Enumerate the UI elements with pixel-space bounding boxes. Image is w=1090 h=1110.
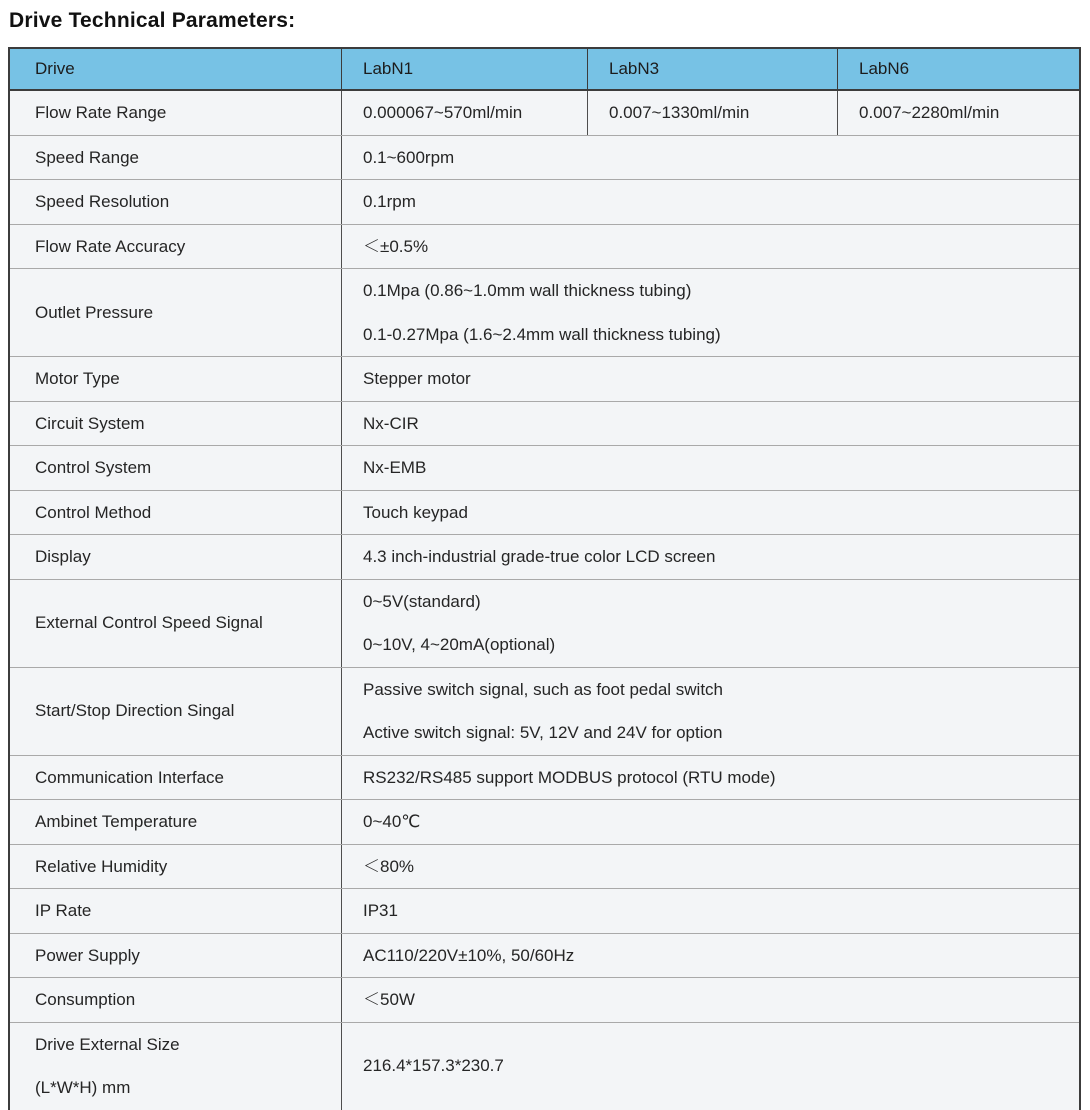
table-row-control-method (10, 490, 1079, 535)
header-cell-labn3: LabN3 (587, 49, 837, 89)
table-row-speed-range (10, 135, 1079, 180)
row-label: Speed Range (35, 147, 139, 167)
row-label: Flow Rate Range (35, 103, 167, 122)
header-cell-labn1: LabN1 (341, 49, 587, 89)
table-row-start-stop-direction-signal (10, 667, 1079, 755)
row-label: External Control Speed Signal (35, 613, 263, 633)
table-row-consumption (10, 977, 1079, 1022)
row-value: ＜±0.5% (341, 225, 1079, 269)
table-row-outlet-pressure (10, 268, 1079, 356)
row-value: 0~5V(standard) 0~10V, 4~20mA(optional) (341, 580, 1079, 667)
row-label: Consumption (35, 990, 136, 1009)
row-value: Touch keypad (341, 491, 1079, 535)
row-label: Flow Rate Accuracy (35, 236, 186, 256)
row-value: ＜50W (341, 978, 1079, 1022)
row-label: Motor Type (35, 369, 120, 388)
table-row-control-system (10, 445, 1079, 490)
table-row-communication-interface (10, 755, 1079, 800)
row-value: 0.1Mpa (0.86~1.0mm wall thickness tubing) 0.1-0.27Mpa (1.6~2.4mm wall thickness tubing) (341, 269, 1079, 356)
row-label: Control Method (35, 502, 152, 522)
page-title: Drive Technical Parameters: (9, 9, 296, 32)
table-row-ip-rate (10, 888, 1079, 933)
row-label: Power Supply (35, 945, 140, 965)
row-label: Display (35, 547, 91, 566)
row-value: 216.4*157.3*230.7 (341, 1023, 1079, 1110)
row-value: Passive switch signal, such as foot pedal switch Active switch signal: 5V, 12V and 24V for option (341, 668, 1079, 755)
table-row-display (10, 534, 1079, 579)
row-value: IP31 (341, 889, 1079, 933)
row-value-labn1: 0.000067~570ml/min (341, 91, 587, 135)
table-row-external-control-speed-signal (10, 579, 1079, 667)
table-row-speed-resolution (10, 179, 1079, 224)
table-row-drive-external-size (10, 1022, 1079, 1110)
row-label: Ambinet Temperature (35, 812, 198, 831)
table-row-motor-type (10, 356, 1079, 401)
row-value: 4.3 inch-industrial grade-true color LCD screen (341, 535, 1079, 579)
row-label: Communication Interface (35, 767, 224, 787)
row-value: Stepper motor (341, 357, 1079, 401)
row-value: 0.1~600rpm (341, 136, 1079, 180)
row-value: Nx-CIR (341, 402, 1079, 446)
drive-parameters-table (8, 47, 1081, 1110)
table-header-row (10, 49, 1079, 91)
table-row-flow-rate-range (10, 91, 1079, 135)
row-label: Control System (35, 458, 152, 477)
row-label: Relative Humidity (35, 856, 168, 876)
row-value: ＜80% (341, 845, 1079, 889)
row-label: IP Rate (35, 901, 92, 920)
row-label: Outlet Pressure (35, 302, 154, 322)
row-value: 0.1rpm (341, 180, 1079, 224)
table-row-power-supply (10, 933, 1079, 978)
row-value: AC110/220V±10%, 50/60Hz (341, 934, 1079, 978)
row-label: Start/Stop Direction Singal (35, 701, 235, 721)
row-label: Speed Resolution (35, 192, 170, 211)
header-cell-labn6: LabN6 (837, 49, 1079, 89)
row-value: Nx-EMB (341, 446, 1079, 490)
header-cell-drive: Drive (35, 59, 75, 78)
row-label: Circuit System (35, 413, 145, 433)
row-value-labn3: 0.007~1330ml/min (587, 91, 837, 135)
table-row-circuit-system (10, 401, 1079, 446)
table-row-flow-rate-accuracy (10, 224, 1079, 269)
table-row-ambient-temperature (10, 799, 1079, 844)
row-value: 0~40℃ (341, 800, 1079, 844)
row-label: Drive External Size (L*W*H) mm (35, 1034, 180, 1097)
row-value: RS232/RS485 support MODBUS protocol (RTU mode) (341, 756, 1079, 800)
row-value-labn6: 0.007~2280ml/min (837, 91, 1079, 135)
table-row-relative-humidity (10, 844, 1079, 889)
